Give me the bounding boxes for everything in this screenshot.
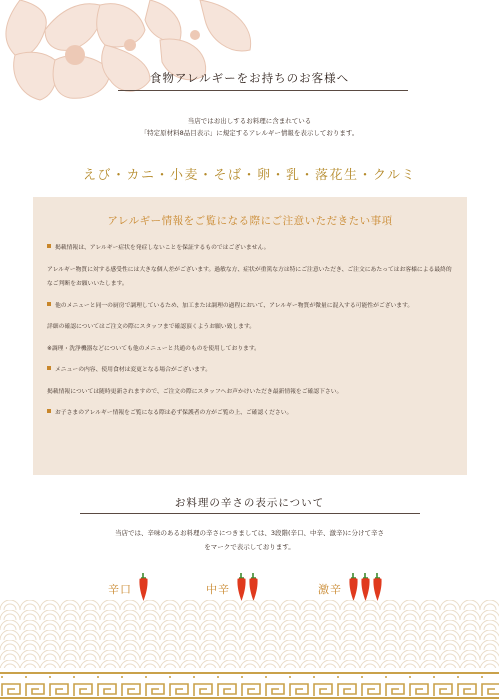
spice-divider [80, 513, 420, 514]
notice-body [47, 241, 457, 428]
notice-item: 他のメニューと同一の厨房で調理しているため、加工または調理の過程において、アレルギー物質が微量に混入する可能性がございます。 [47, 299, 457, 314]
notice-item: アレルギー物質に対する感受性には大きな個人差がございます。過敏な方、症状が重篤な方は特にご注意いただき、ご注文にあたってはお客様による最終的なご判断をお願いいたします。 [47, 266, 452, 287]
notice-item: メニューの内容、使用食材は変更となる場合がございます。 [47, 363, 457, 378]
notice-item: ※調理・洗浄機器などについても他のメニューと共通のものを使用しております。 [47, 345, 260, 352]
bullet-icon [47, 409, 51, 413]
notice-panel [33, 197, 467, 475]
peony-decoration [0, 0, 260, 130]
chili-pepper-icon [348, 572, 359, 602]
chili-pepper-icon [372, 572, 383, 602]
intro-line-2: 「特定原材料8品目表示」に規定するアレルギー情報を表示しております。 [140, 129, 359, 137]
notice-item: 詳細の確認についてはご注文の際にスタッフまで確認頂くようお願い致します。 [47, 324, 256, 330]
spice-intro-line-1: 当店では、辛味のあるお料理の辛さにつきましては、3段階(辛口、中辛、激辛)に分けて辛さ [114, 529, 385, 537]
chili-pepper-icon [248, 572, 259, 602]
intro-line-1: 当店ではお出しするお料理に含まれている [187, 117, 312, 125]
spice-intro-line-2: をマークで表示しております。 [204, 543, 295, 551]
notice-item: お子さまのアレルギー情報をご覧になる際は必ず保護者の方がご覧の上、ご確認ください。 [47, 406, 457, 421]
spice-title: お料理の辛さの表示について [174, 497, 325, 509]
notice-item: 掲載情報は、アレルギー症状を発症しないことを保証するものではございません。 [47, 241, 457, 256]
bullet-icon [47, 244, 51, 248]
page-title: 食物アレルギーをお持ちのお客様へ [149, 71, 350, 85]
wave-pattern-footer [0, 600, 499, 700]
title-divider [118, 90, 408, 91]
allergen-list: えび・カニ・小麦・そば・卵・乳・落花生・クルミ [82, 168, 417, 183]
notice-title: アレルギー情報をご覧になる際にご注意いただきたい事項 [107, 215, 393, 227]
chili-pepper-icon [360, 572, 371, 602]
intro-text [0, 115, 499, 139]
notice-item: 掲載情報については随時更新されますので、ご注文の際にスタッフへお声かけいただき最新情報をご確認下さい。 [47, 388, 343, 395]
chili-pepper-icon [138, 572, 149, 602]
spice-intro [0, 526, 499, 554]
bullet-icon [47, 366, 51, 370]
bullet-icon [47, 302, 51, 306]
spice-level-label: 辛口 [108, 583, 132, 596]
spice-level-label: 中辛 [206, 583, 230, 596]
spice-level-label: 激辛 [318, 583, 342, 596]
chili-pepper-icon [236, 572, 247, 602]
